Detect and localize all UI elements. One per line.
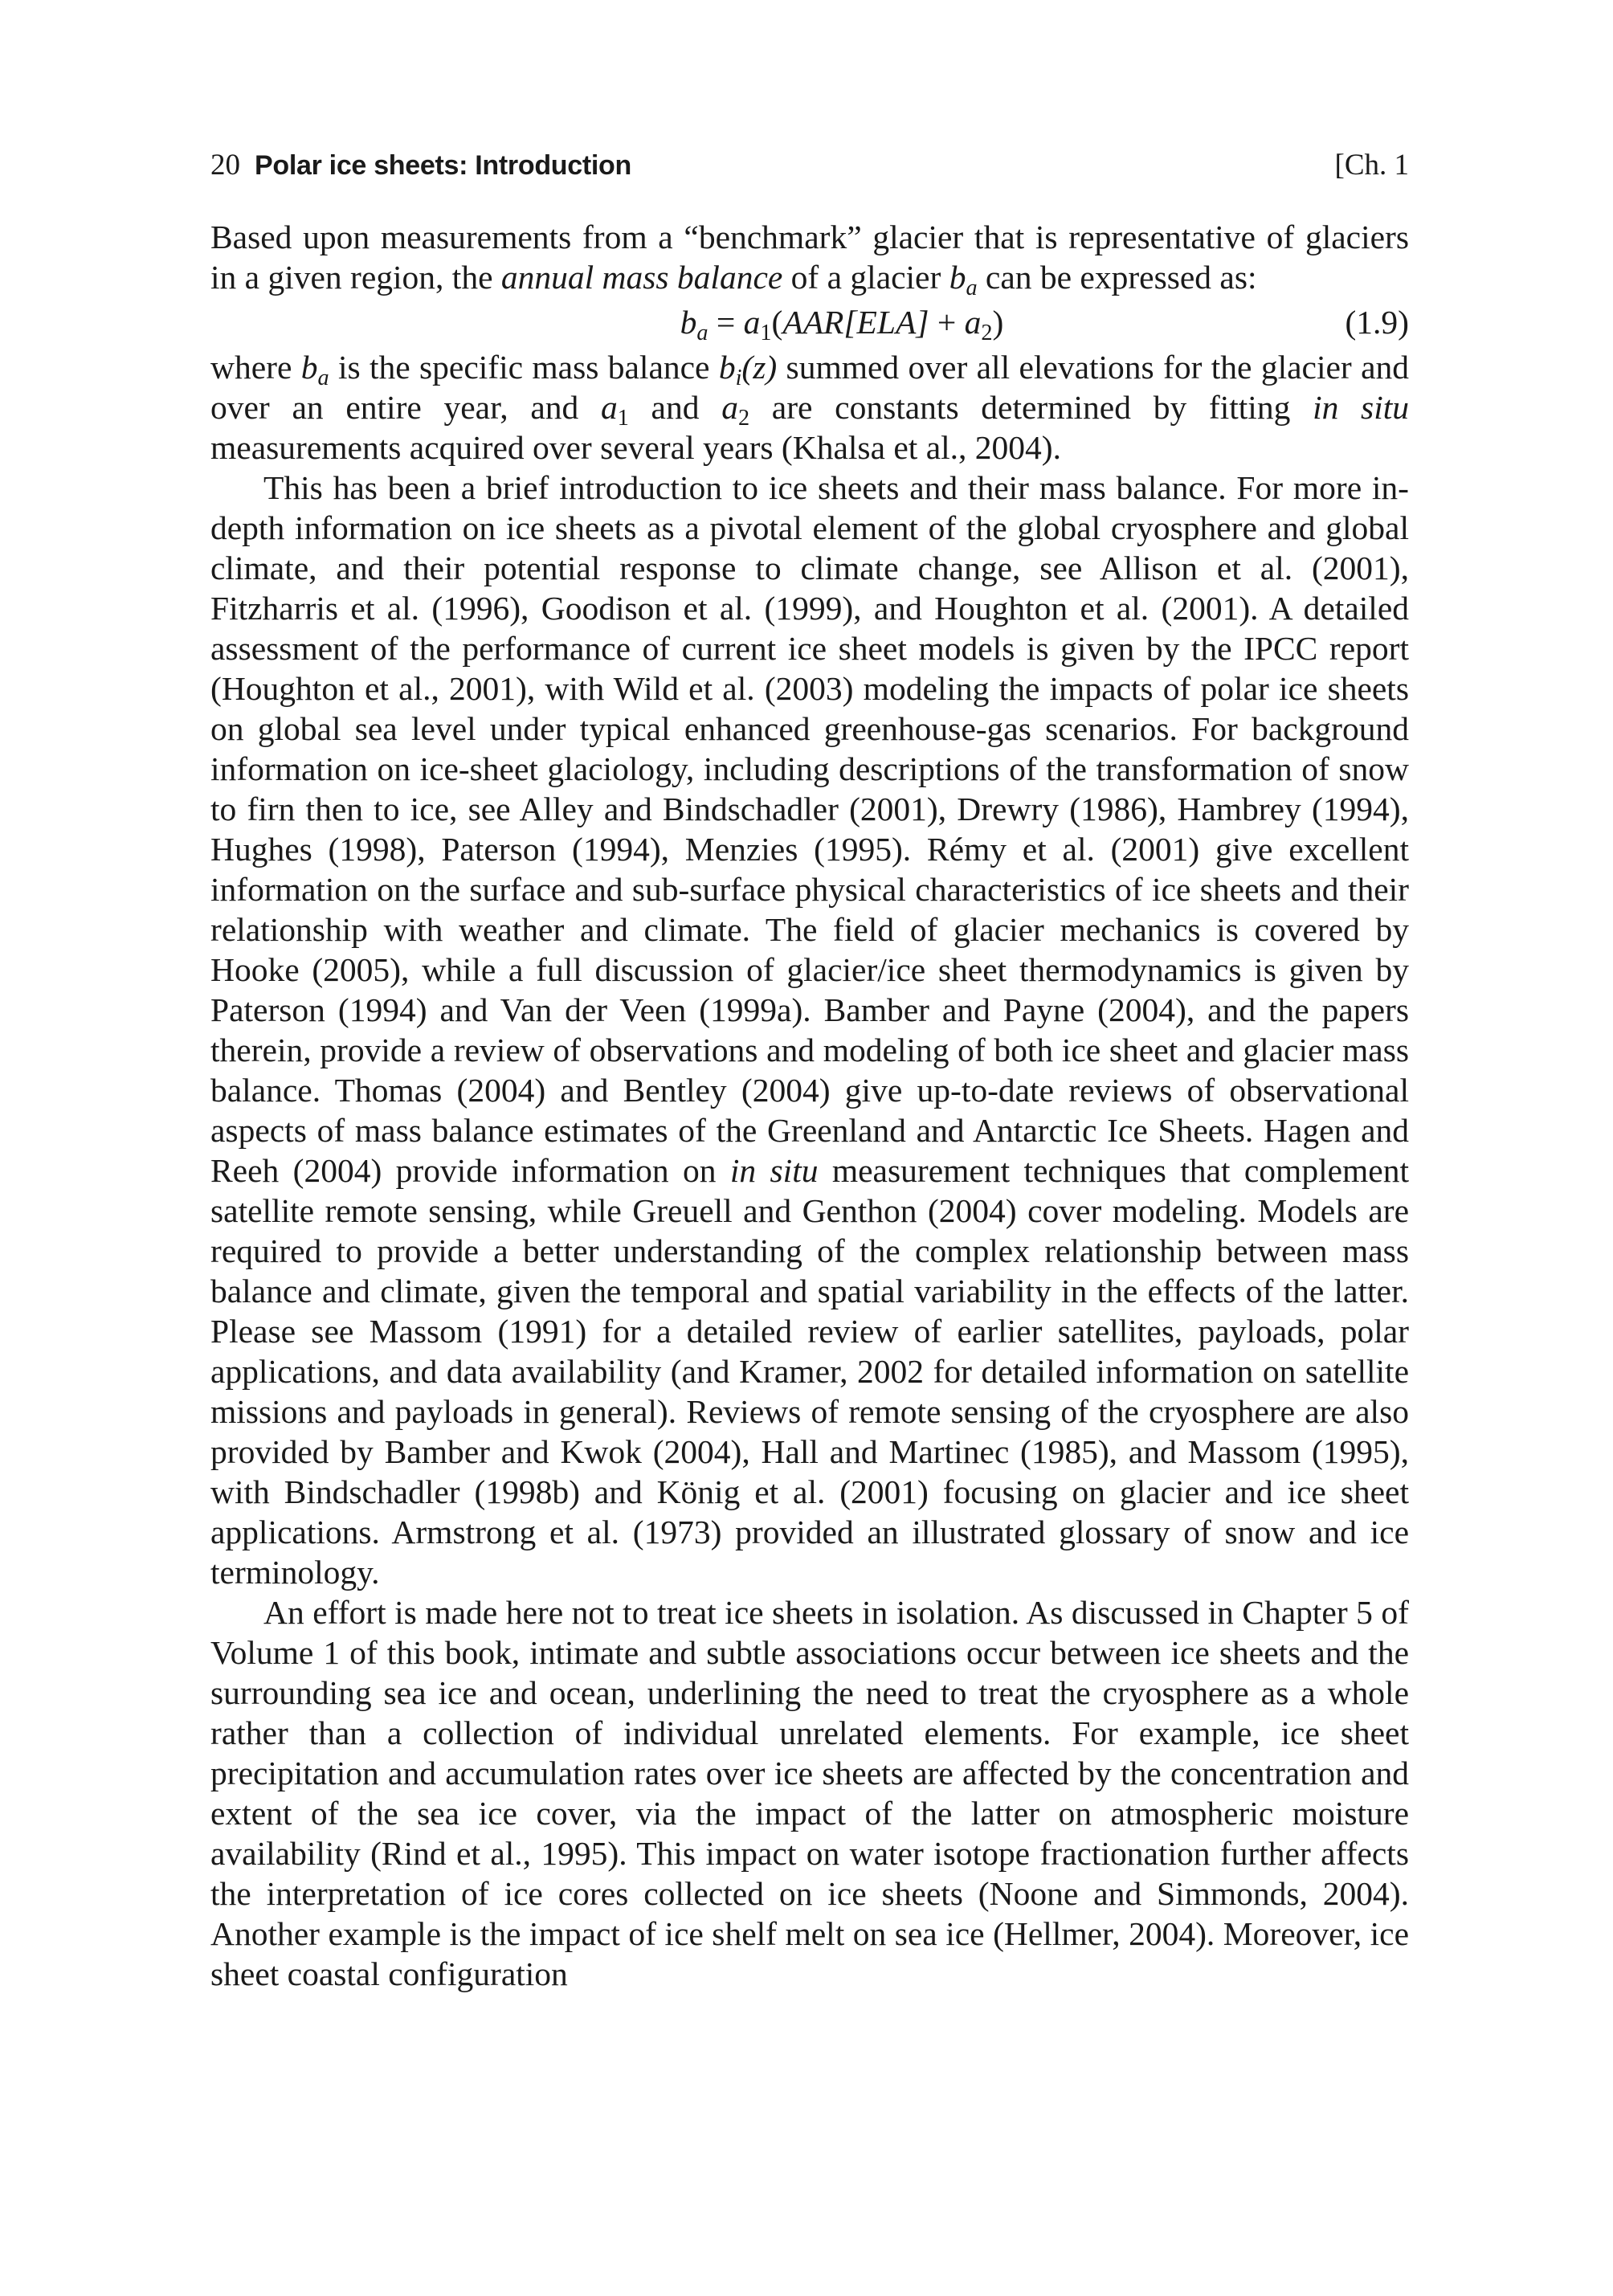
var-b: b xyxy=(718,349,736,386)
eq-symbol: a xyxy=(964,304,982,341)
var-a: a xyxy=(721,389,738,426)
var-argument: (z) xyxy=(741,349,778,386)
eq-paren: ) xyxy=(992,304,1004,341)
text-run: are constants determined by fitting xyxy=(749,389,1313,426)
text-run: measurement techniques that complement satellite remote sensing, while Greuell and Genthon (2004) cover modeling. Models are required to provide a better understanding of the complex relationship between mass balance and climate, given the temporal and spatial variability in the effects of the latter. Please see Massom (1991) for a detailed review of earlier satellites, payloads, polar applications, and data availability (and Kramer, 2002 for detailed information on satellite missions and payloads in general). Reviews of remote sensing of the cryosphere are also provided by Bamber and Kwok (2004), Hall and Martinec (1985), and Massom (1995), with Bindschadler (1998b) and König et al. (2001) focusing on glacier and ice sheet applications. Armstrong et al. (1973) provided an illustrated glossary of snow and ice terminology. xyxy=(210,1152,1409,1591)
var-a: a xyxy=(600,389,618,426)
text-run: Based upon measurements from a “benchmark” glacier that is representative of glaciers in a given region, the xyxy=(210,219,1409,296)
equation-1-9 xyxy=(210,297,1409,347)
eq-symbol: b xyxy=(680,304,697,341)
text-run: where xyxy=(210,349,301,386)
text-run: summed over all elevations for the glacier and over an entire year, and xyxy=(210,349,1409,426)
eq-paren: ( xyxy=(771,304,783,341)
eq-subscript: 1 xyxy=(760,320,772,345)
text-run: of a glacier xyxy=(782,259,949,296)
text-run: is the specific mass balance xyxy=(329,349,719,386)
eq-operator: + xyxy=(929,304,965,341)
paragraph-ice-sheet-context: An effort is made here not to treat ice sheets in isolation. As discussed in Chapter 5 of Volume 1 of this book, intimate and subtle associations occur between ice sheets and the surrounding sea ice and ocean, underlining the need to treat the cryosphere as a whole rather than a collection of individual unrelated elements. For example, ice sheet precipitation and accumulation rates over ice sheets are affected by the concentration and extent of the sea ice cover, via the impact of the latter on atmospheric moisture availability (Rind et al., 1995). This impact on water isotope fractionation further affects the interpretation of ice cores collected on ice sheets (Noone and Simmonds, 2004). Another example is the impact of ice shelf melt on sea ice (Hellmer, 2004). Moreover, ice sheet coastal configuration xyxy=(210,1594,1409,1992)
text-run: can be expressed as: xyxy=(977,259,1257,296)
eq-subscript: a xyxy=(696,320,708,345)
text-run: and xyxy=(628,389,722,426)
paragraph-literature-review xyxy=(210,468,1409,1592)
eq-operator: = xyxy=(708,304,744,341)
term-in-situ: in situ xyxy=(1313,389,1410,426)
var-subscript: i xyxy=(735,365,742,390)
term-annual-mass-balance: annual mass balance xyxy=(500,259,783,296)
eq-subscript: 2 xyxy=(981,320,993,345)
running-head xyxy=(210,141,1409,190)
chapter-label: [Ch. 1 xyxy=(1334,149,1409,182)
paragraph-equation-terms xyxy=(210,347,1409,468)
var-subscript: a xyxy=(317,365,329,390)
paragraph-mass-balance-intro xyxy=(210,217,1409,300)
text-run: This has been a brief introduction to ice sheets and their mass balance. For more in-depth information on ice sheets as a pivotal element of the global cryosphere and global climate, and their potential response to climate change, see Allison et al. (2001), Fitzharris et al. (1996), Goodison et al. (1999), and Houghton et al. (2001). A detailed assessment of the performance of current ice sheet models is given by the IPCC report (Houghton et al., 2001), with Wild et al. (2003) modeling the impacts of polar ice sheets on global sea level under typical enhanced greenhouse-gas scenarios. For background information on ice-sheet glaciology, including descriptions of the transformation of snow to firn then to ice, see Alley and Bindschadler (2001), Drewry (1986), Hambrey (1994), Hughes (1998), Paterson (1994), Menzies (1995). Rémy et al. (2001) give excellent information on the surface and sub-surface physical characteristics of ice sheets and their relationship with weather and climate. The field of glacier mechanics is covered by Hooke (2005), while a full discussion of glacier/ice sheet thermodynamics is given by Paterson (1994) and Van der Veen (1999a). Bamber and Payne (2004), and the papers therein, provide a review of observations and modeling of both ice sheet and glacier mass balance. Thomas (2004) and Bentley (2004) give up-to-date reviews of observational aspects of mass balance estimates of the Greenland and Antarctic Ice Sheets. Hagen and Reeh (2004) provide information on xyxy=(210,469,1409,1189)
eq-argument: AAR[ELA] xyxy=(782,304,929,341)
running-head-title: Polar ice sheets: Introduction xyxy=(255,150,631,181)
equation-body xyxy=(210,297,1409,347)
text-run: measurements acquired over several years (Khalsa et al., 2004). xyxy=(210,429,1061,466)
var-subscript: 1 xyxy=(617,405,629,431)
term-in-situ: in situ xyxy=(729,1152,819,1189)
equation-number: (1.9) xyxy=(1345,304,1409,341)
var-subscript: a xyxy=(966,275,978,300)
var-b: b xyxy=(949,259,966,296)
eq-symbol: a xyxy=(743,304,761,341)
page-number: 20 xyxy=(210,149,240,182)
var-b: b xyxy=(300,349,318,386)
var-subscript: 2 xyxy=(737,405,750,431)
body-text xyxy=(210,217,1409,1994)
